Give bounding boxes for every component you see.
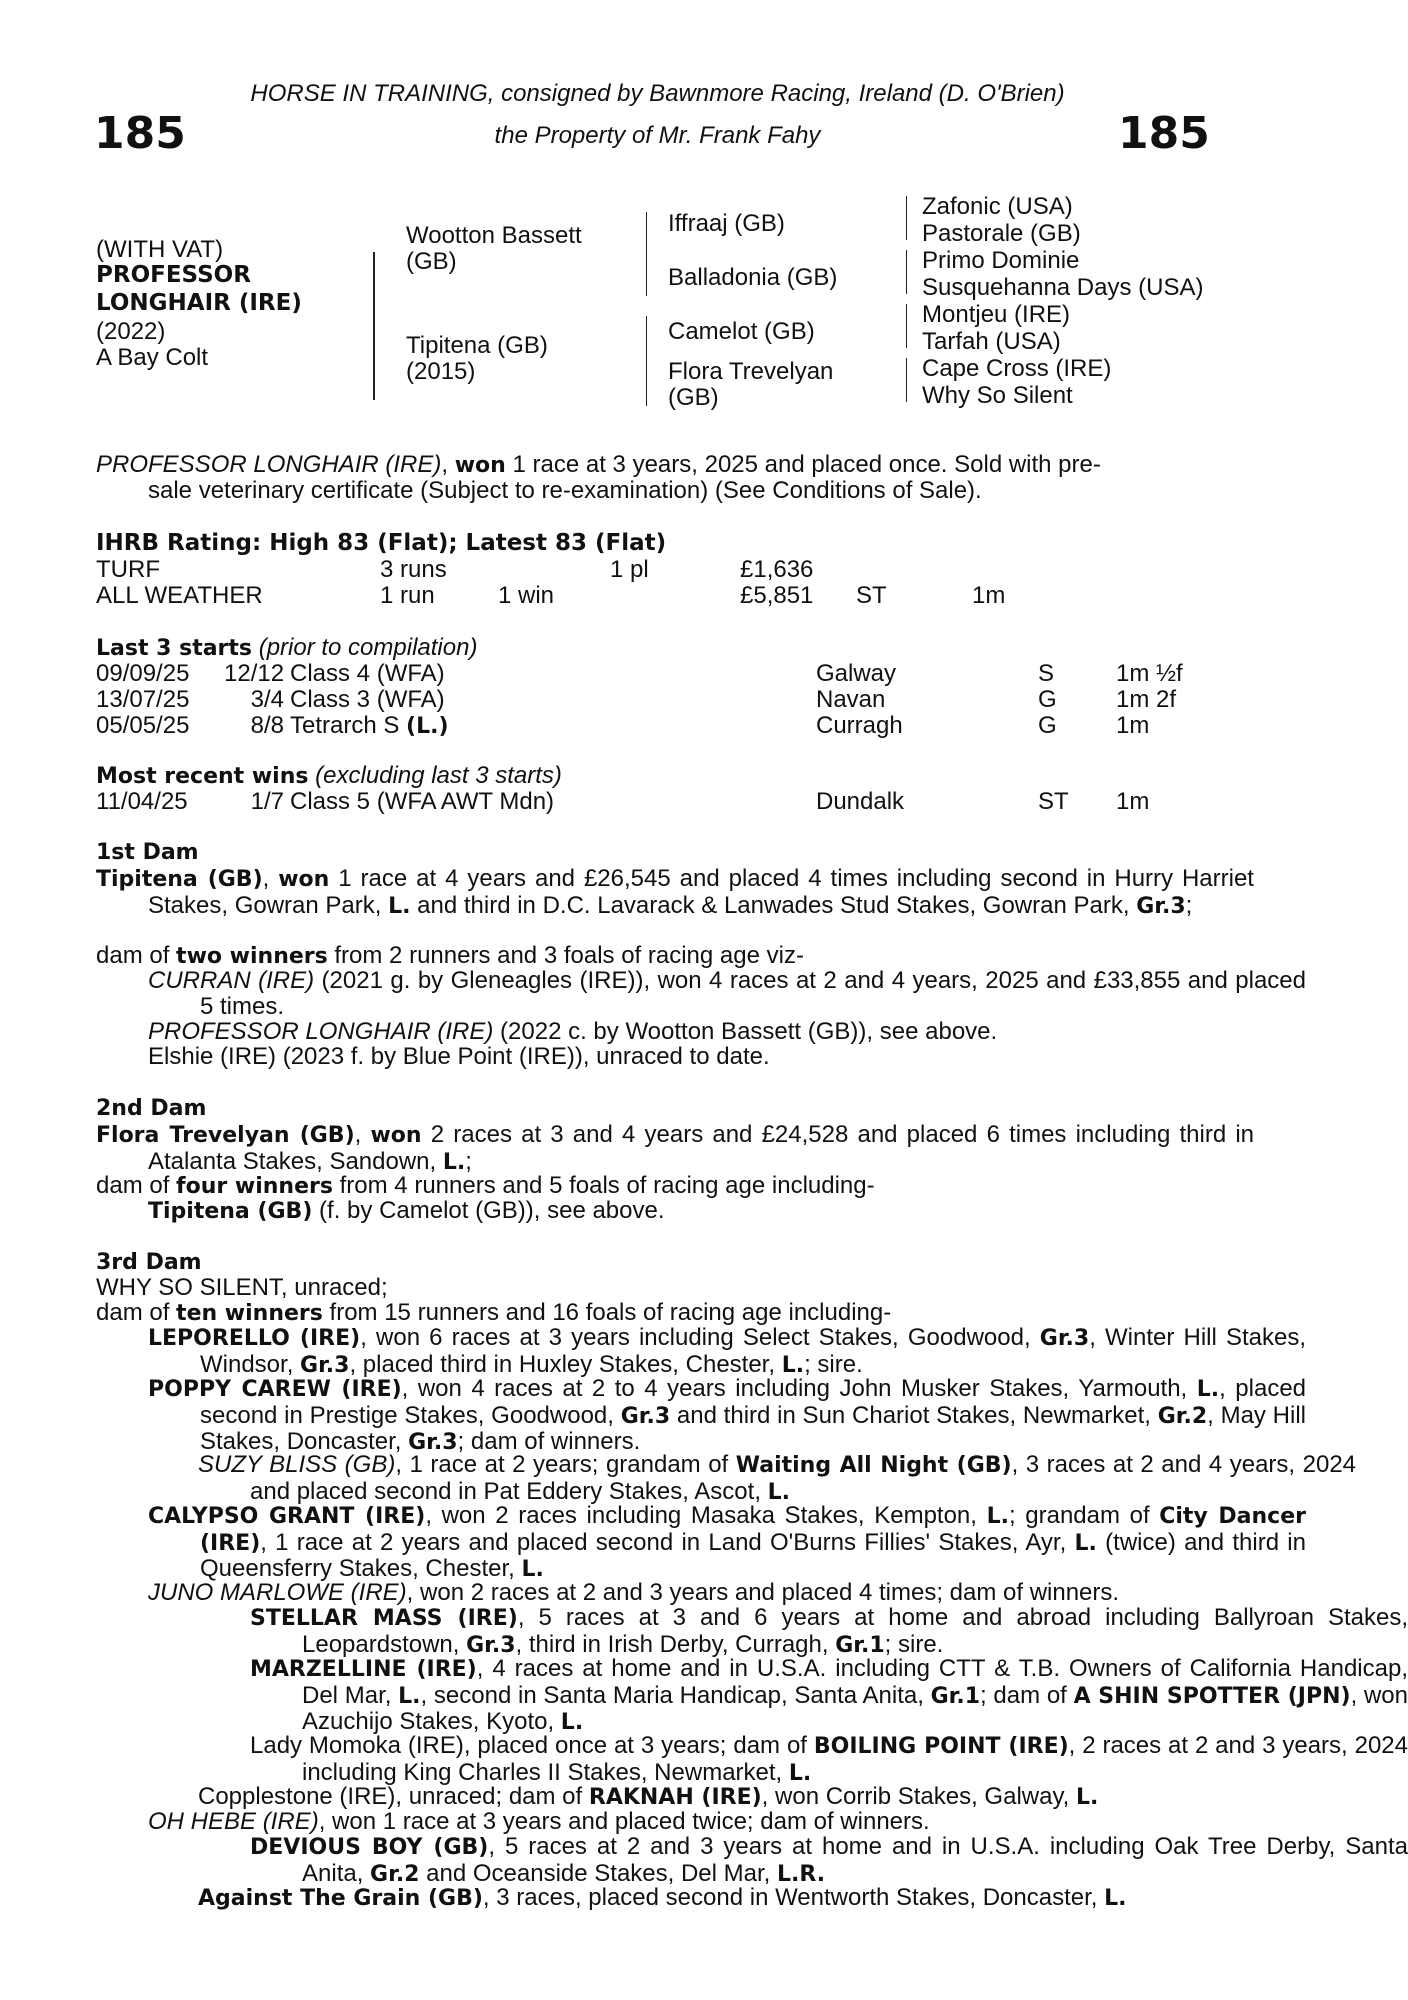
ihrb-rating: IHRB Rating: High 83 (Flat); Latest 83 (Flat): [96, 530, 667, 556]
dam1-produce-1: [96, 968, 1306, 1019]
dam1-name: Tipitena (GB): [96, 867, 263, 892]
sire-line-brace: [646, 212, 647, 296]
marzelline-listed-2: L.: [560, 1710, 584, 1735]
start-row: [96, 686, 1196, 712]
rating-runs: 3 runs: [380, 556, 447, 583]
start-race-text: Tetrarch S: [290, 712, 407, 739]
against-the-grain-name: Against The Grain (GB): [198, 1886, 483, 1911]
copplestone-entry: [96, 1784, 1202, 1811]
dam1-dam-of-prefix: dam of: [96, 942, 177, 969]
stellar-text-2: , third in Irish Derby, Curragh,: [515, 1630, 836, 1658]
rating-going: ST: [856, 582, 887, 609]
gsire2-brace: [906, 250, 907, 294]
calypso-grant-entry: [96, 1503, 1306, 1583]
race-summary: PROFESSOR LONGHAIR (IRE), won 1 race at 3 years, 2025 and placed once. Sold with pre-: [96, 451, 1101, 478]
stellar-mass-entry: [96, 1605, 1408, 1658]
raknah-name: RAKNAH (IRE): [588, 1785, 762, 1810]
dam1-winners: two winners: [176, 944, 328, 969]
sire-dam: Balladonia (GB): [668, 264, 838, 291]
dam-year: (2015): [406, 358, 476, 385]
start-race: Class 4 (WFA): [290, 660, 445, 687]
dam-dam-country: (GB): [668, 384, 719, 411]
start-date: 09/09/25: [96, 660, 190, 687]
recent-title: Most recent wins: [96, 764, 309, 789]
waiting-all-night-name: Waiting All Night (GB): [735, 1453, 1012, 1478]
start-race: [290, 712, 449, 740]
devious-boy-name: DEVIOUS BOY (GB): [250, 1835, 489, 1860]
dam3-winners: ten winners: [176, 1301, 323, 1326]
summary-text-2: sale veterinary certificate (Subject to re-examination) (See Conditions of Sale).: [148, 477, 982, 504]
juno-marlowe-name: JUNO MARLOWE (IRE): [148, 1579, 407, 1606]
poppy-text-3: and third in Sun Chariot Stakes, Newmarket,: [670, 1401, 1158, 1429]
juno-text: , won 2 races at 2 and 3 years and placed 4 times; dam of winners.: [406, 1579, 1120, 1606]
marzelline-group: Gr.1: [930, 1683, 981, 1709]
dam1-produce-3: Elshie (IRE) (2023 f. by Blue Point (IRE)), unraced to date.: [148, 1043, 770, 1070]
dam3-dam-of-text: from 15 runners and 16 foals of racing age including-: [322, 1299, 892, 1326]
recent-course: Dundalk: [816, 788, 905, 815]
a-shin-spotter-name: A SHIN SPOTTER (JPN): [1073, 1683, 1351, 1709]
last3-heading: [96, 634, 477, 662]
produce-text: (f. by Camelot (GB)), see above.: [312, 1197, 665, 1224]
rating-runs: 1 run: [380, 582, 435, 609]
start-course: Navan: [816, 686, 886, 713]
start-dist: 1m: [1116, 712, 1150, 739]
dam1-dam-of-text: from 2 runners and 3 foals of racing age viz-: [327, 942, 804, 969]
rating-prize: £5,851: [740, 582, 814, 609]
oh-hebe-name: OH HEBE (IRE): [148, 1808, 319, 1835]
recent-row: [96, 788, 1196, 814]
leporello-text-4: ; sire.: [804, 1350, 863, 1378]
leporello-listed: L.: [781, 1352, 805, 1378]
suzy-listed: L.: [767, 1479, 791, 1505]
calypso-text-1: , won 2 races including Masaka Stakes, Kempton,: [425, 1502, 987, 1529]
start-pos: 8/8: [250, 712, 284, 739]
gsire3-brace: [906, 304, 907, 348]
dam2-name: Flora Trevelyan (GB): [96, 1123, 355, 1148]
calypso-text-2: ; grandam of: [1008, 1502, 1160, 1529]
leporello-text-3: , placed third in Huxley Stakes, Chester,: [349, 1350, 782, 1378]
lot-number-left: 185: [94, 108, 186, 159]
dam2-dam-of-prefix: dam of: [96, 1172, 177, 1199]
suzy-text-2: , 3 races at 2 and 4 years, 2024 and placed second in Pat Eddery Stakes, Ascot,: [250, 1451, 1357, 1505]
against-text: , 3 races, placed second in Wentworth Stakes, Doncaster,: [482, 1884, 1105, 1911]
devious-boy-entry: [96, 1834, 1408, 1887]
recent-going: ST: [1038, 788, 1069, 815]
dam-dam: Flora Trevelyan: [668, 358, 834, 385]
dam1-listed: L.: [388, 893, 411, 919]
produce-text: (2022 c. by Wootton Bassett (GB)), see above.: [493, 1018, 998, 1045]
rating-placed: 1 pl: [610, 556, 649, 583]
rating-dist: 1m: [972, 582, 1006, 609]
leporello-name: LEPORELLO (IRE): [148, 1326, 361, 1351]
start-dist: 1m ½f: [1116, 660, 1183, 687]
recent-pos: 1/7: [250, 788, 284, 815]
leporello-text-2: , Winter Hill Stakes, Windsor,: [200, 1324, 1306, 1378]
leporello-group-1: Gr.3: [1039, 1326, 1090, 1351]
suzy-bliss-entry: [96, 1452, 1356, 1505]
recent-date: 11/04/25: [96, 788, 188, 815]
start-pos: 3/4: [250, 686, 284, 713]
ggsire-7: Cape Cross (IRE): [922, 355, 1112, 382]
sire-sire: Iffraaj (GB): [668, 210, 785, 237]
calypso-grant-name: CALYPSO GRANT (IRE): [148, 1504, 426, 1529]
recent-heading: [96, 762, 562, 790]
dam2-end: ;: [465, 1147, 472, 1175]
leporello-text-1: , won 6 races at 3 years including Select Stakes, Goodwood,: [360, 1324, 1040, 1351]
city-dancer-name: City Dancer (IRE): [200, 1504, 1306, 1556]
marzelline-name: MARZELLINE (IRE): [250, 1657, 477, 1682]
copplestone-text-1: Copplestone (IRE), unraced; dam of: [198, 1783, 589, 1810]
marzelline-text-4: , won Azuchijo Stakes, Kyoto,: [302, 1681, 1408, 1735]
dam1-group: Gr.3: [1136, 893, 1186, 919]
dam3-record: WHY SO SILENT, unraced;: [96, 1274, 388, 1301]
poppy-carew-entry: [96, 1376, 1306, 1456]
start-race-listed: (L.): [406, 714, 449, 739]
stellar-group-2: Gr.1: [835, 1632, 885, 1658]
lady-momoka-text-1: Lady Momoka (IRE), placed once at 3 years; dam of: [250, 1732, 814, 1759]
start-going: G: [1038, 686, 1057, 713]
gsire1-brace: [906, 196, 907, 240]
dam1-text: 1 race at 4 years and £26,545 and placed 4 times including second in Hurry Harriet Stakes, Gowran Park,: [148, 865, 1254, 919]
lady-momoka-listed: L.: [788, 1760, 812, 1786]
dam-line-brace: [646, 316, 647, 406]
sire-country: (GB): [406, 248, 457, 275]
stellar-text-1: , 5 races at 3 and 6 years at home and abroad including Ballyroan Stakes, Leopardstown,: [302, 1604, 1408, 1658]
recent-note: (excluding last 3 starts): [315, 762, 562, 789]
calypso-listed-2: L.: [1074, 1530, 1097, 1556]
juno-marlowe-entry: [96, 1580, 1254, 1606]
dam1-won: won: [278, 867, 330, 892]
devious-text-1: , 5 races at 2 and 3 years at home and in U.S.A. including Oak Tree Derby, Santa Anita,: [302, 1833, 1408, 1887]
rating-prize: £1,636: [740, 556, 814, 583]
recent-dist: 1m: [1116, 788, 1150, 815]
rating-surface: TURF: [96, 556, 160, 583]
ggsire-2: Pastorale (GB): [922, 220, 1081, 247]
rating-surface: ALL WEATHER: [96, 582, 263, 609]
poppy-group-3: Gr.3: [408, 1430, 458, 1455]
vat-label: (WITH VAT): [96, 236, 224, 263]
ggsire-8: Why So Silent: [922, 382, 1073, 409]
start-pos: 12/12: [224, 660, 285, 687]
calypso-listed-3: L.: [521, 1557, 544, 1582]
dam2-won: won: [370, 1123, 422, 1148]
dam1-record: Tipitena (GB), won 1 race at 4 years and £26,545 and placed 4 times including second in Hurry Harriet Stakes, Gowran Park, L. and third in D.C. Lavarack & Lanwades Stud Stakes, Gowran Park, Gr.3;: [96, 865, 1254, 919]
produce-text: (2021 g. by Gleneagles (IRE)), won 4 races at 2 and 4 years, 2025 and £33,855 and placed 5 times.: [200, 967, 1307, 1020]
start-date: 05/05/25: [96, 712, 190, 739]
stellar-group-1: Gr.3: [466, 1632, 516, 1658]
dam2-dam-of: [96, 1173, 1202, 1200]
poppy-group-2: Gr.2: [1157, 1403, 1208, 1429]
sire-name: Wootton Bassett: [406, 222, 582, 249]
dam1-dam-of: [96, 943, 1202, 970]
dam-name: Tipitena (GB): [406, 332, 548, 359]
dam3-dam-of: [96, 1300, 1202, 1327]
dam-sire: Camelot (GB): [668, 318, 815, 345]
suzy-text-1: , 1 race at 2 years; grandam of: [395, 1451, 736, 1478]
ggsire-4: Susquehanna Days (USA): [922, 274, 1204, 301]
calypso-text-4: (twice) and third in Queensferry Stakes, Chester,: [200, 1528, 1306, 1582]
horse-description: A Bay Colt: [96, 344, 209, 371]
marzelline-text-1: , 4 races at home and in U.S.A. including CTT & T.B. Owners of California Handicap, Del Mar,: [302, 1655, 1408, 1709]
rating-row-turf: [96, 556, 1196, 582]
dam2-title: 2nd Dam: [96, 1096, 207, 1121]
produce-name: PROFESSOR LONGHAIR (IRE): [148, 1018, 494, 1045]
start-race: Class 3 (WFA): [290, 686, 445, 713]
calypso-listed-1: L.: [986, 1504, 1009, 1529]
oh-hebe-text: , won 1 race at 3 years and placed twice; dam of winners.: [318, 1808, 930, 1835]
poppy-text-2: , placed second in Prestige Stakes, Goodwood,: [200, 1375, 1307, 1429]
last3-note: (prior to compilation): [258, 634, 478, 661]
dam2-record: Flora Trevelyan (GB), won 2 races at 3 and 4 years and £24,528 and placed 6 times including third in Atalanta Stakes, Sandown, L.;: [96, 1121, 1255, 1175]
gsire4-brace: [906, 358, 907, 402]
poppy-listed: L.: [1196, 1377, 1220, 1402]
dam2-listed: L.: [442, 1149, 466, 1175]
copplestone-text-2: , won Corrib Stakes, Galway,: [761, 1783, 1077, 1810]
dam1-produce-2: [96, 1019, 1254, 1045]
horse-name-line2: LONGHAIR (IRE): [96, 290, 302, 316]
produce-name: CURRAN (IRE): [148, 967, 315, 994]
summary-won: won: [454, 453, 506, 478]
start-date: 13/07/25: [96, 686, 190, 713]
ggsire-5: Montjeu (IRE): [922, 301, 1071, 328]
recent-race: Class 5 (WFA AWT Mdn): [290, 788, 555, 815]
dam3-title: 3rd Dam: [96, 1250, 202, 1275]
dam1-text2: and third in D.C. Lavarack & Lanwades Stud Stakes, Gowran Park,: [410, 891, 1137, 919]
calypso-text-3: , 1 race at 2 years and placed second in Land O'Burns Fillies' Stakes, Ayr,: [260, 1528, 1075, 1556]
suzy-bliss-name: SUZY BLISS (GB): [198, 1451, 396, 1478]
start-course: Galway: [816, 660, 897, 687]
poppy-text-5: ; dam of winners.: [457, 1428, 641, 1455]
dam1-end: ;: [1185, 891, 1193, 919]
dam2-produce-1: [96, 1198, 1254, 1225]
marzelline-entry: [96, 1656, 1408, 1736]
lady-momoka-entry: [96, 1733, 1408, 1786]
summary-horse-name: PROFESSOR LONGHAIR (IRE): [96, 451, 442, 478]
horse-year: (2022): [96, 318, 166, 345]
ggsire-3: Primo Dominie: [922, 247, 1080, 274]
dam2-text: 2 races at 3 and 4 years and £24,528 and placed 6 times including third in Atalanta Stakes, Sandown,: [148, 1121, 1255, 1175]
boiling-point-name: BOILING POINT (IRE): [813, 1734, 1069, 1759]
consignor-line: HORSE IN TRAINING, consigned by Bawnmore Racing, Ireland (D. O'Brien): [250, 80, 1065, 107]
devious-group: Gr.2: [370, 1861, 420, 1887]
rating-row-aw: [96, 582, 1196, 608]
start-row: [96, 712, 1196, 738]
dam3-dam-of-prefix: dam of: [96, 1299, 177, 1326]
marzelline-text-3: ; dam of: [980, 1681, 1074, 1709]
start-course: Curragh: [816, 712, 903, 739]
property-line: the Property of Mr. Frank Fahy: [494, 122, 821, 149]
dam1-title: 1st Dam: [96, 840, 199, 865]
summary-text-1: 1 race at 3 years, 2025 and placed once. Sold with pre-: [512, 451, 1101, 478]
oh-hebe-entry: [96, 1809, 1254, 1835]
stellar-mass-name: STELLAR MASS (IRE): [250, 1606, 518, 1631]
sire-dam-brace: [373, 252, 375, 400]
start-going: G: [1038, 712, 1057, 739]
poppy-carew-name: POPPY CAREW (IRE): [148, 1377, 402, 1402]
lady-momoka-text-2: , 2 races at 2 and 3 years, 2024 including King Charles II Stakes, Newmarket,: [302, 1732, 1408, 1786]
poppy-group-1: Gr.3: [620, 1403, 671, 1429]
stellar-text-3: ; sire.: [884, 1630, 944, 1658]
against-the-grain-entry: [96, 1885, 1202, 1912]
start-going: S: [1038, 660, 1055, 687]
rating-wins: 1 win: [498, 582, 555, 609]
against-listed: L.: [1104, 1886, 1127, 1911]
horse-name-line1: PROFESSOR: [96, 262, 251, 288]
devious-listed: L.R.: [777, 1861, 826, 1887]
copplestone-listed: L.: [1076, 1785, 1099, 1810]
dam2-dam-of-text: from 4 runners and 5 foals of racing age including-: [332, 1172, 875, 1199]
marzelline-listed: L.: [398, 1683, 421, 1709]
ggsire-1: Zafonic (USA): [922, 193, 1073, 220]
ggsire-6: Tarfah (USA): [922, 328, 1061, 355]
poppy-text-1: , won 4 races at 2 to 4 years including John Musker Stakes, Yarmouth,: [401, 1375, 1197, 1402]
poppy-text-4: , May Hill Stakes, Doncaster,: [200, 1401, 1307, 1455]
start-dist: 1m 2f: [1116, 686, 1177, 713]
start-row: [96, 660, 1196, 686]
leporello-group-2: Gr.3: [300, 1352, 350, 1378]
last3-title: Last 3 starts: [96, 636, 253, 661]
dam2-winners: four winners: [176, 1174, 333, 1199]
devious-text-2: and Oceanside Stakes, Del Mar,: [419, 1859, 777, 1887]
lot-number-right: 185: [1118, 108, 1210, 159]
leporello-entry: [96, 1325, 1306, 1378]
marzelline-text-2: , second in Santa Maria Handicap, Santa Anita,: [420, 1681, 931, 1709]
produce-name: Tipitena (GB): [148, 1199, 313, 1224]
